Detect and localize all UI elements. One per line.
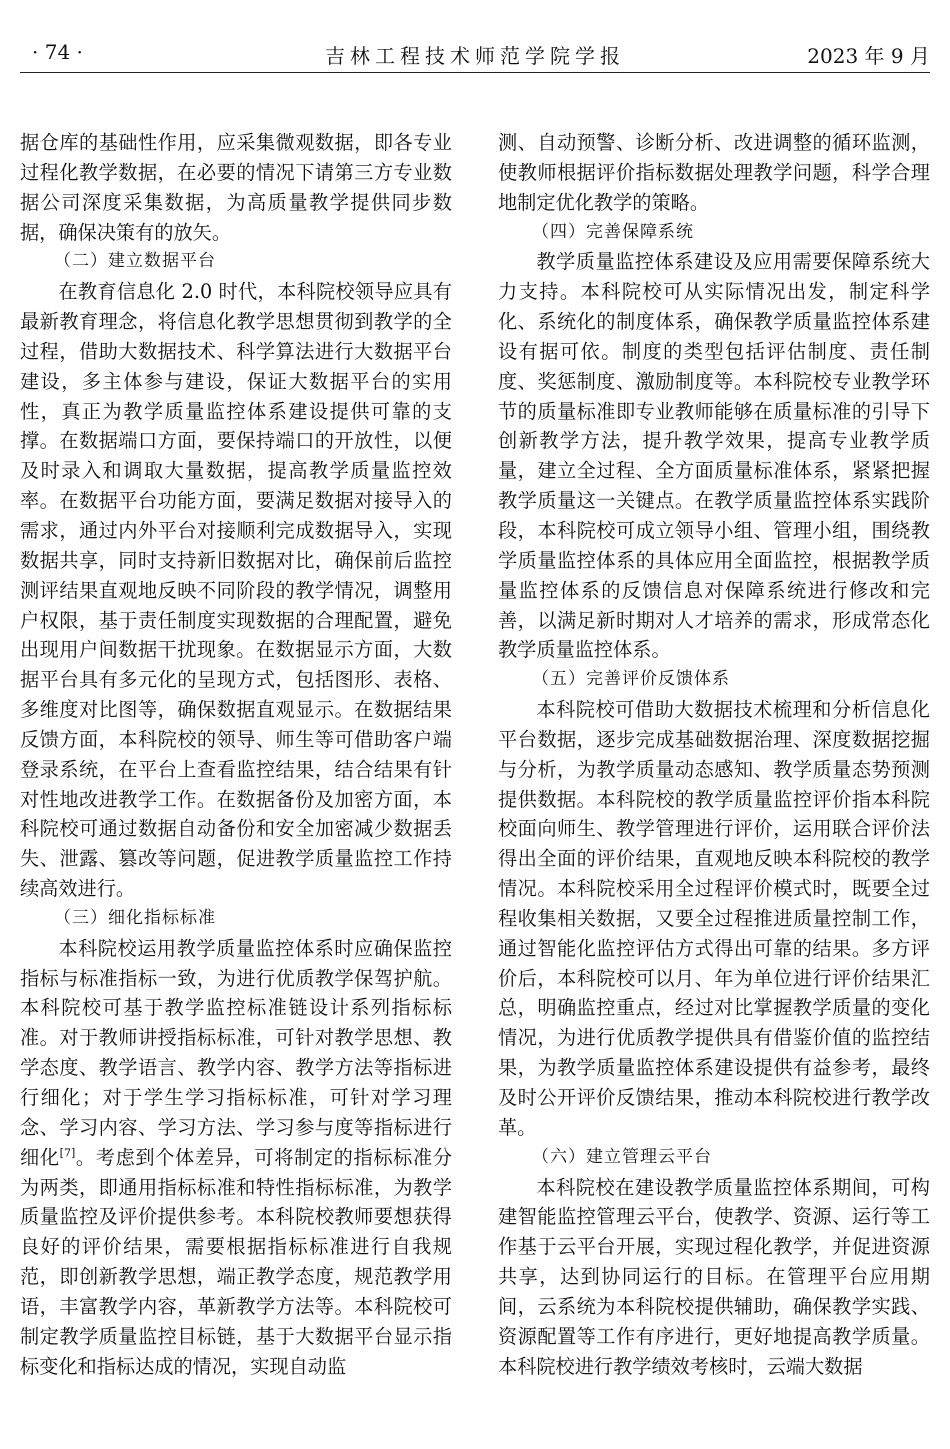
page-number: · 74 · — [32, 40, 83, 64]
paragraph-data-platform: 在教育信息化 2.0 时代，本科院校领导应具有最新教育理念，将信息化教学思想贯彻到教学的全过程，借助大数据技术、科学算法进行大数据平台建设，多主体参与建设，保证大数据平台的实用性，真正为教学质量监控体系建设提供可靠的支撑。在数据端口方面，要保持端口的开放性，以便及时录入和调取大量数据，提高教学质量监控效率。在数据平台功能方面，要满足数据对接导入的需求，通过内外平台对接顺利完成数据导入，实现数据共享，同时支持新旧数据对比，确保前后监控测评结果直观地反映不同阶段的教学情况，调整用户权限，基于责任制度实现数据的合理配置，避免出现用户间数据干扰现象。在数据显示方面，大数据平台具有多元化的呈现方式，包括图形、表格、多维度对比图等，确保数据直观显示。在数据结果反馈方面，本科院校的领导、师生等可借助客户端登录系统，在平台上查看监控结果，结合结果有针对性地改进教学工作。在数据备份及加密方面，本科院校可通过数据自动备份和安全加密减少数据丢失、泄露、篡改等问题，促进教学质量监控工作持续高效进行。 — [20, 280, 452, 901]
right-column — [498, 128, 930, 1438]
section-heading-5: （五）完善评价反馈体系 — [532, 669, 730, 690]
section-heading-4: （四）完善保障系统 — [532, 221, 694, 242]
paragraph-text-part-2: 。考虑到个体差异，可将制定的指标标准分为两类，即通用指标标准和特性指标标准，为教学质量监控及评价提供参考。本科院校教师要想获得良好的评价结果，需要根据指标标准进行自我规范，即创新教学思想，端正教学态度，规范教学用语，丰富教学内容，革新教学方法等。本科院校可制定教学质量监控目标链，基于大数据平台显示指标变化和指标达成的情况，实现自动监 — [20, 1145, 452, 1378]
left-column — [20, 128, 452, 1438]
paragraph-continued: 测、自动预警、诊断分析、改进调整的循环监测，使教师根据评价指标数据处理教学问题，科学合理地制定优化教学的策略。 — [498, 131, 930, 214]
paragraph-support-system: 教学质量监控体系建设及应用需要保障系统大力支持。本科院校可从实际情况出发，制定科学化、系统化的制度体系，确保教学质量监控体系建设有据可依。制度的类型包括评估制度、责任制度、奖惩制度、激励制度等。本科院校专业教学环节的质量标准即专业教师能够在质量标准的引导下创新教学方法，提升教学效果，提高专业教学质量，建立全过程、全方面质量标准体系，紧紧把握教学质量这一关键点。在教学质量监控体系实践阶段，本科院校可成立领导小组、管理小组，围绕教学质量监控体系的具体应用全面监控，根据教学质量监控体系的反馈信息对保障系统进行修改和完善，以满足新时期对人才培养的需求，形成常态化教学质量监控体系。 — [498, 250, 930, 662]
journal-title: 吉林工程技术师范学院学报 — [325, 44, 625, 68]
paragraph-indicator-standards — [20, 934, 452, 1382]
section-heading-6: （六）建立管理云平台 — [532, 1146, 712, 1167]
issue-date: 2023 年 9 月 — [807, 44, 930, 68]
paragraph-text-part-1: 本科院校运用教学质量监控体系时应确保监控指标与标准指标一致，为进行优质教学保驾护航。本科院校可基于教学监控标准链设计系列指标标准。对于教师讲授指标标准，可针对教学思想、教学态度、教学语言、教学内容、教学方法等指标进行细化；对于学生学习指标标准，可针对学习理念、学习内容、学习方法、学习参与度等指标进行细化 — [20, 936, 452, 1169]
running-header — [20, 38, 930, 73]
citation-ref[interactable]: [7] — [59, 1146, 76, 1160]
section-heading-3: （三）细化指标标准 — [54, 907, 216, 928]
paragraph-continued: 据仓库的基础性作用，应采集微观数据，即各专业过程化教学数据，在必要的情况下请第三方专业数据公司深度采集数据，为高质量教学提供同步数据，确保决策有的放矢。 — [20, 131, 452, 244]
section-heading-2: （二）建立数据平台 — [54, 251, 216, 272]
paragraph-evaluation-feedback: 本科院校可借助大数据技术梳理和分析信息化平台数据，逐步完成基础数据治理、深度数据挖掘与分析，为教学质量动态感知、教学质量态势预测提供数据。本科院校的教学质量监控评价指本科院校面向师生、教学管理进行评价，运用联合评价法得出全面的评价结果，直观地反映本科院校的教学情况。本科院校采用全过程评价模式时，既要全过程收集相关数据，又要全过程推进质量控制工作，通过智能化监控评估方式得出可靠的结果。多方评价后，本科院校可以月、年为单位进行评价结果汇总，明确监控重点，经过对比掌握教学质量的变化情况，为进行优质教学提供具有借鉴价值的监控结果，为教学质量监控体系建设提供有益参考，最终及时公开评价反馈结果，推动本科院校进行教学改革。 — [498, 698, 930, 1139]
paragraph-cloud-platform: 本科院校在建设教学质量监控体系期间，可构建智能监控管理云平台，使教学、资源、运行等工作基于云平台开展，实现过程化教学，并促进资源共享，达到协同运行的目标。在管理平台应用期间，云系统为本科院校提供辅助，确保教学实践、资源配置等工作有序进行，更好地提高教学质量。本科院校进行教学绩效考核时，云端大数据 — [498, 1175, 930, 1378]
